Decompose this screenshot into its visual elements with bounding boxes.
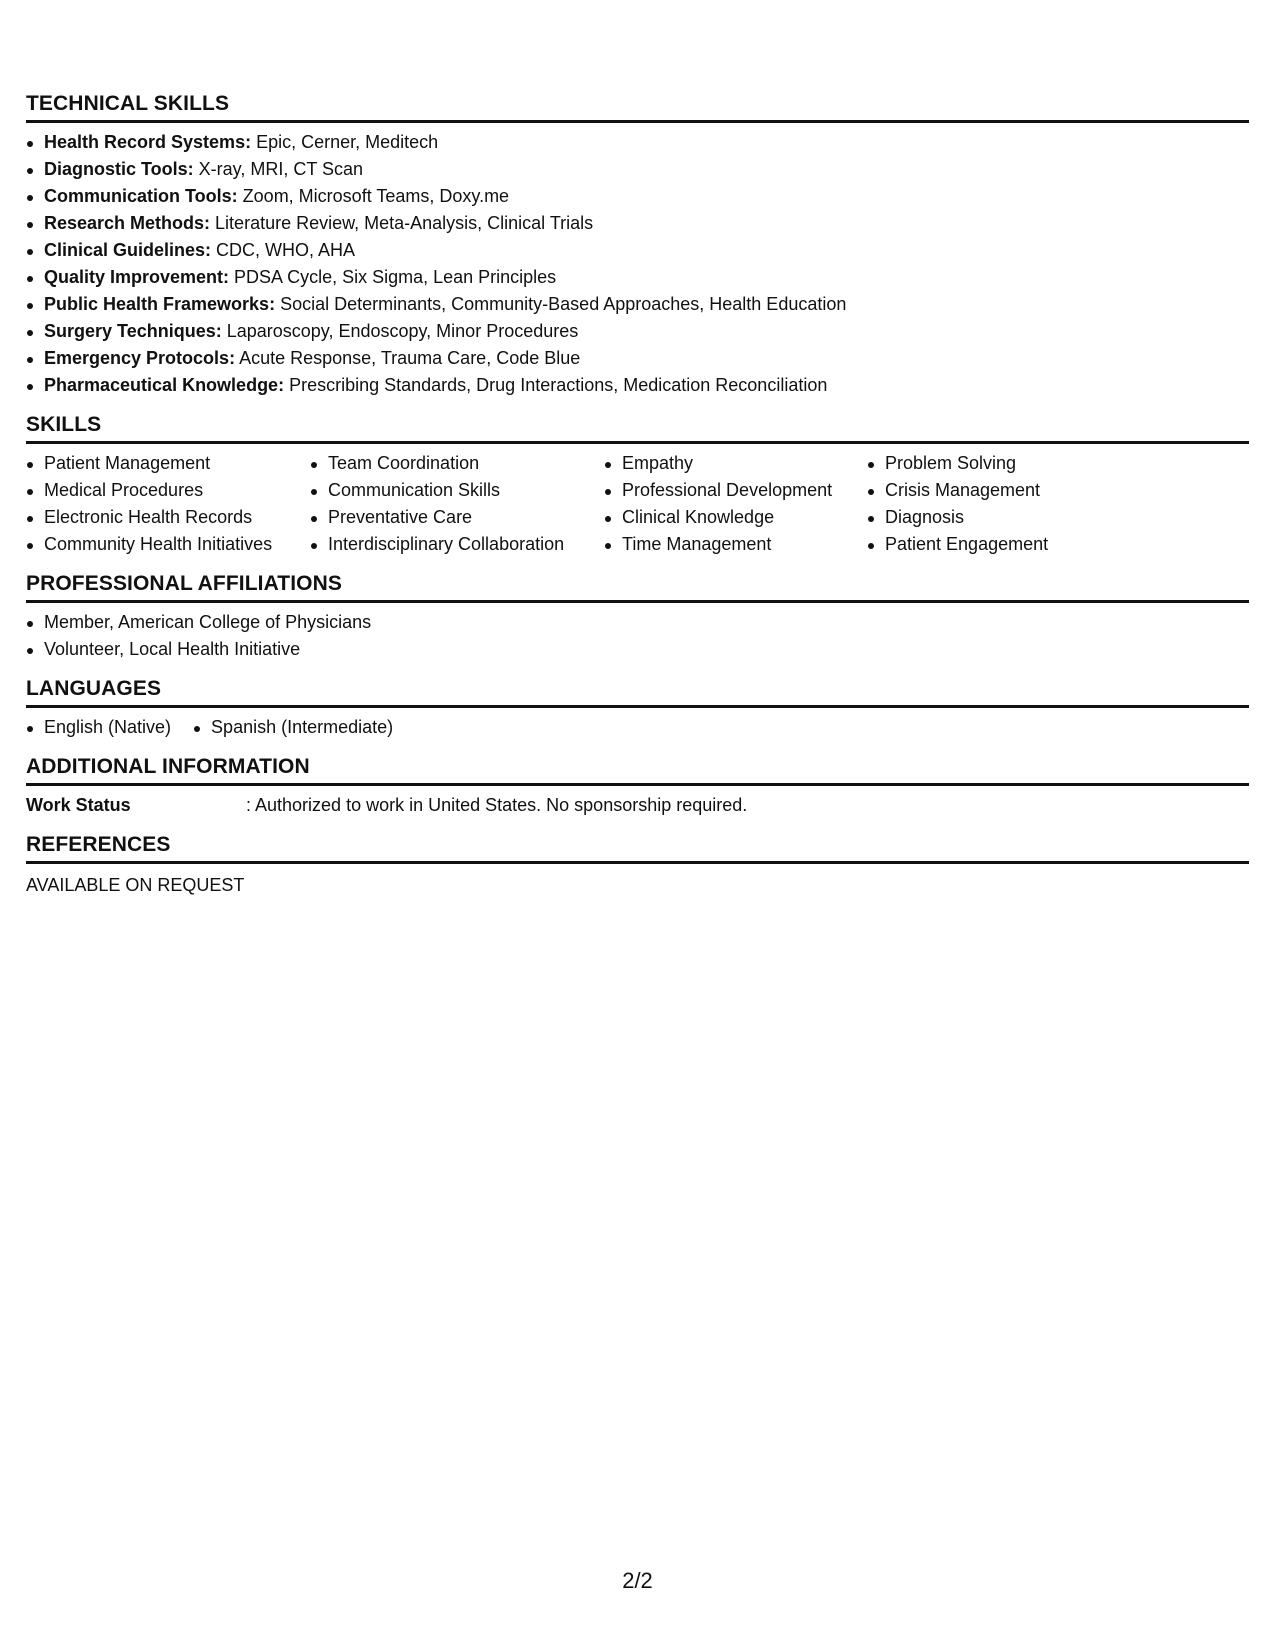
list-item (26, 318, 1249, 345)
skill-label: Public Health Frameworks: (44, 294, 276, 314)
languages-section (26, 677, 1249, 741)
list-item: Interdisciplinary Collaboration (310, 531, 604, 558)
skill-value: Prescribing Standards, Drug Interactions, Medication Reconciliation (284, 375, 828, 395)
skill-label: Surgery Techniques: (44, 321, 222, 341)
resume-page (26, 92, 1249, 913)
list-item: Electronic Health Records (26, 504, 310, 531)
skills-grid (26, 450, 1249, 558)
skills-column-1 (26, 450, 310, 558)
list-item (26, 156, 1249, 183)
skill-label: Health Record Systems: (44, 132, 252, 152)
list-item (26, 291, 1249, 318)
references-section (26, 833, 1249, 899)
work-status-label: Work Status (26, 795, 131, 815)
section-title-additional-info: ADDITIONAL INFORMATION (26, 755, 1249, 786)
list-item: Patient Engagement (867, 531, 1127, 558)
list-item: Time Management (604, 531, 867, 558)
additional-info-section (26, 755, 1249, 819)
list-item: Diagnosis (867, 504, 1127, 531)
skills-column-3 (604, 450, 867, 558)
languages-list (26, 714, 1249, 741)
section-title-skills: SKILLS (26, 413, 1249, 444)
list-item: English (Native) (26, 714, 171, 741)
skill-label: Emergency Protocols: (44, 348, 236, 368)
skill-label: Communication Tools: (44, 186, 238, 206)
list-item: Crisis Management (867, 477, 1127, 504)
affiliations-section (26, 572, 1249, 663)
list-item (26, 345, 1249, 372)
skill-value: Epic, Cerner, Meditech (251, 132, 439, 152)
skills-column-4 (867, 450, 1127, 558)
list-item: Problem Solving (867, 450, 1127, 477)
list-item: Community Health Initiatives (26, 531, 310, 558)
section-title-references: REFERENCES (26, 833, 1249, 864)
list-item: Spanish (Intermediate) (193, 714, 393, 741)
list-item: Medical Procedures (26, 477, 310, 504)
list-item: Empathy (604, 450, 867, 477)
technical-skills-section (26, 92, 1249, 399)
skill-value: Literature Review, Meta-Analysis, Clinical Trials (210, 213, 594, 233)
list-item: Volunteer, Local Health Initiative (26, 636, 1249, 663)
work-status-value: : Authorized to work in United States. No sponsorship required. (246, 795, 748, 815)
list-item: Clinical Knowledge (604, 504, 867, 531)
skill-label: Diagnostic Tools: (44, 159, 194, 179)
section-title-technical-skills: TECHNICAL SKILLS (26, 92, 1249, 123)
list-item (26, 210, 1249, 237)
list-item (26, 372, 1249, 399)
skill-label: Research Methods: (44, 213, 211, 233)
list-item: Communication Skills (310, 477, 604, 504)
list-item (26, 237, 1249, 264)
skill-label: Clinical Guidelines: (44, 240, 212, 260)
skill-value: Zoom, Microsoft Teams, Doxy.me (237, 186, 510, 206)
list-item: Preventative Care (310, 504, 604, 531)
section-title-languages: LANGUAGES (26, 677, 1249, 708)
affiliations-list (26, 609, 1249, 663)
list-item (26, 183, 1249, 210)
skill-value: CDC, WHO, AHA (211, 240, 356, 260)
skills-section (26, 413, 1249, 558)
skill-label: Pharmaceutical Knowledge: (44, 375, 285, 395)
skill-label: Quality Improvement: (44, 267, 230, 287)
list-item (26, 264, 1249, 291)
skill-value: Laparoscopy, Endoscopy, Minor Procedures (221, 321, 579, 341)
skill-value: PDSA Cycle, Six Sigma, Lean Principles (229, 267, 557, 287)
technical-skills-list (26, 129, 1249, 399)
skill-value: Social Determinants, Community-Based Approaches, Health Education (275, 294, 847, 314)
work-status-row (26, 792, 1249, 819)
skills-column-2 (310, 450, 604, 558)
section-title-affiliations: PROFESSIONAL AFFILIATIONS (26, 572, 1249, 603)
list-item (26, 129, 1249, 156)
list-item: Member, American College of Physicians (26, 609, 1249, 636)
list-item: Patient Management (26, 450, 310, 477)
skill-value: Acute Response, Trauma Care, Code Blue (235, 348, 581, 368)
skill-value: X-ray, MRI, CT Scan (193, 159, 364, 179)
page-number: 2/2 (622, 1568, 653, 1593)
list-item: Team Coordination (310, 450, 604, 477)
references-text: AVAILABLE ON REQUEST (26, 875, 245, 895)
list-item: Professional Development (604, 477, 867, 504)
